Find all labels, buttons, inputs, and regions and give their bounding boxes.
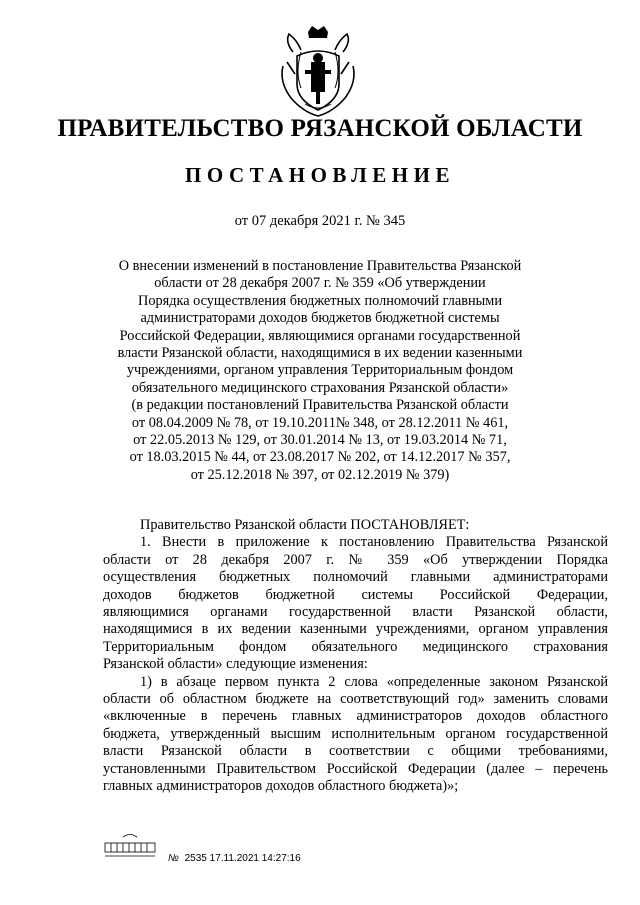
title-line: от 08.04.2009 № 78, от 19.10.2011№ 348, от 28.12.2011 № 461, [131, 414, 509, 431]
item1-line: доходов бюджетов бюджетной системы Российской Федерации, [103, 586, 608, 603]
subitem1-line: главных администраторов доходов областного бюджета)»; [103, 778, 459, 795]
subitem1-line: 1) в абзаце первом пункта 2 слова «определенные законом Рязанской [140, 673, 608, 690]
registry-stamp-icon [103, 831, 157, 859]
title-line: области от 28 декабря 2007 г. № 359 «Об утверждении [154, 275, 486, 292]
title-line: администраторами доходов бюджетов бюджетной системы [140, 310, 500, 327]
item1-line: осуществления бюджетных полномочий главными администраторами [103, 569, 608, 586]
title-line: от 18.03.2015 № 44, от 23.08.2017 № 202, от 14.12.2017 № 357, [129, 449, 511, 466]
coat-of-arms-emblem [275, 22, 361, 122]
title-line: обязательного медицинского страхования Рязанской области» [131, 379, 509, 396]
title-line: Порядка осуществления бюджетных полномочий главными [138, 292, 502, 309]
title-line: учреждениями, органом управления Территориальным фондом [126, 362, 514, 379]
subitem1-line: «включенные в перечень главных администраторов доходов областного [103, 708, 608, 725]
subitem1-line: области об областном бюджете на соответствующий год» заменить словами [103, 691, 608, 708]
registration-mark: № [168, 853, 179, 864]
registration-number [168, 853, 301, 864]
title-line: власти Рязанской области, находящимися в их ведении казенными [117, 345, 523, 362]
registration-text: 2535 17.11.2021 14:27:16 [184, 853, 301, 864]
title-line: Российской Федерации, являющимися органами государственной [119, 327, 521, 344]
title-line: (в редакции постановлений Правительства Рязанской области [131, 397, 509, 414]
item1-line: Территориальным фондом обязательного медицинского страхования [103, 638, 608, 655]
organization-name: ПРАВИТЕЛЬСТВО РЯЗАНСКОЙ ОБЛАСТИ [57, 115, 583, 142]
subitem1-line: власти Рязанской области в соответствии с общими требованиями, [103, 743, 608, 760]
item1-line: находящимися в их ведении казенными учреждениями, органом управления [103, 621, 608, 638]
title-line: от 22.05.2013 № 129, от 30.01.2014 № 13, от 19.03.2014 № 71, [133, 432, 507, 449]
subitem1-line: установленными Правительством Российской Федерации (далее – перечень [103, 760, 608, 777]
item1-line: 1. Внести в приложение к постановлению Правительства Рязанской [140, 534, 608, 551]
item1-line: являющимися органами государственной власти Рязанской области, [103, 604, 608, 621]
document-body [103, 517, 608, 796]
document-type: ПОСТАНОВЛЕНИЕ [185, 163, 455, 187]
decree-line: Правительство Рязанской области ПОСТАНОВЛЯЕТ: [140, 517, 470, 533]
item1-line: области от 28 декабря 2007 г. № 359 «Об утверждении Порядка [103, 551, 608, 568]
item1-line: Рязанской области» следующие изменения: [103, 656, 368, 673]
document-title [100, 258, 540, 484]
document-date: от 07 декабря 2021 г. № 345 [234, 213, 406, 229]
title-line: О внесении изменений в постановление Правительства Рязанской [118, 258, 522, 274]
subitem1-line: бюджета, утвержденный высшим исполнительным органом государственной [103, 725, 608, 742]
title-line: от 25.12.2018 № 397, от 02.12.2019 № 379) [190, 466, 450, 483]
